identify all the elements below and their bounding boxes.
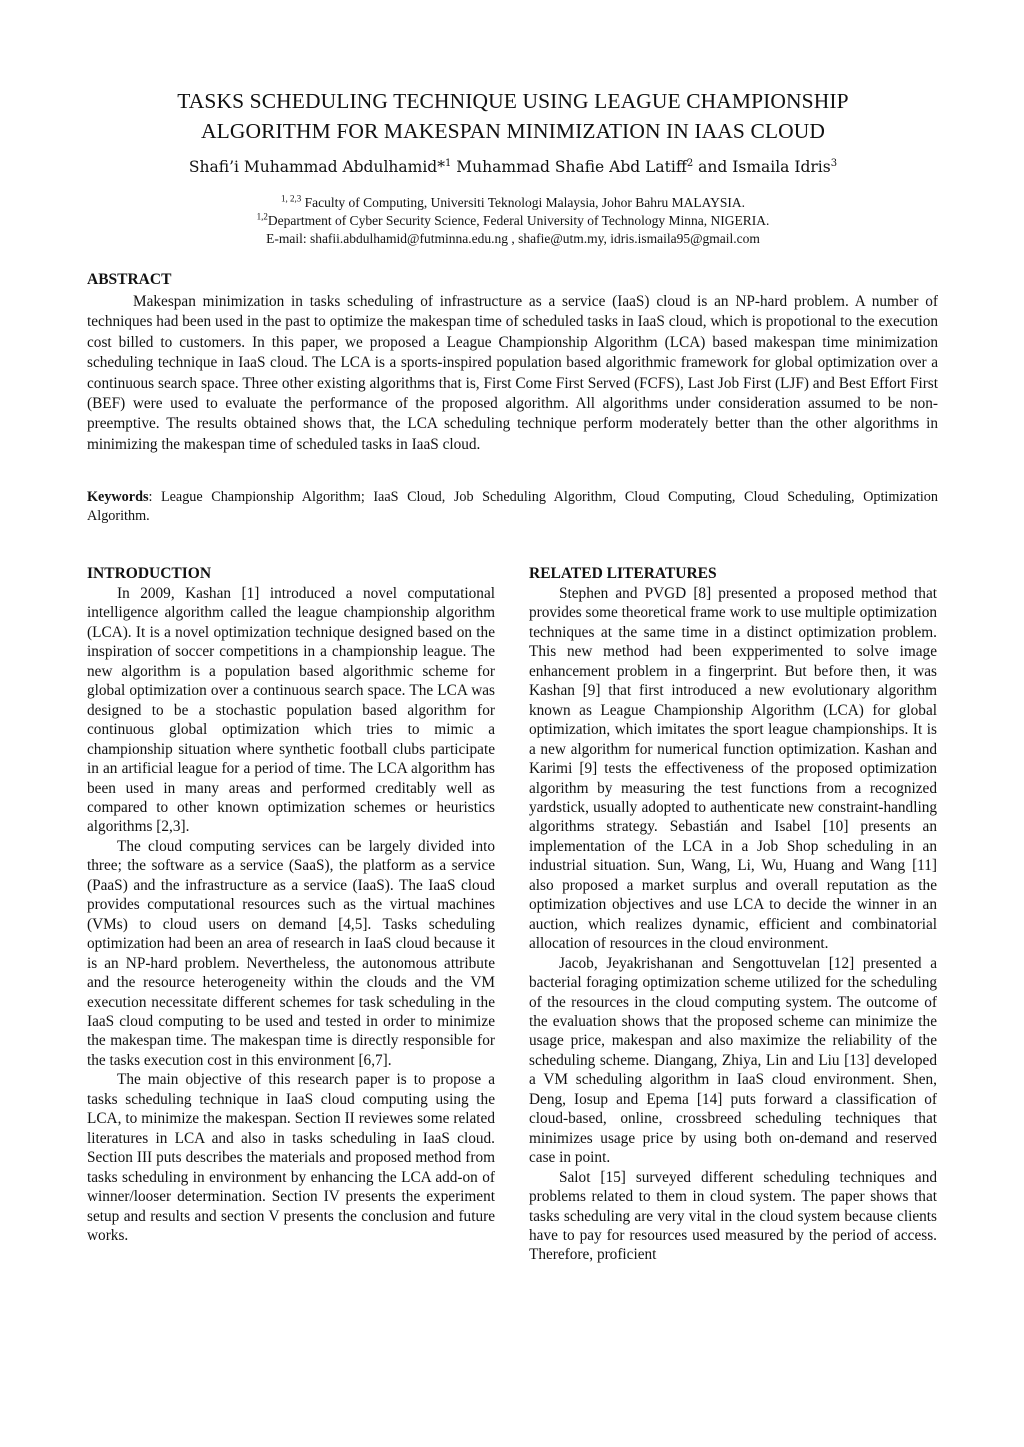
related-literature-paragraph: Jacob, Jeyakrishanan and Sengottuvelan [12] presented a bacterial foraging optimization scheme utilized for the scheduling of the resources in the cloud computing system. The outcome of the evaluation shows that the proposed scheme can minimize the usage price, makespan and also maximize the reliability of the scheduling scheme. Diangang, Zhiya, Lin and Liu [13] developed a VM scheduling algorithm in IaaS cloud environment. Shen, Deng, Iosup and Epema [14] puts forward a classification of cloud-based, online, crossbreed scheduling techniques that minimizes usage price by using both on-demand and reserved case in point. xyxy=(529,954,937,1167)
introduction-paragraph: The main objective of this research paper is to propose a tasks scheduling technique in IaaS cloud computing using the LCA, to minimize the makespan. Section II reviewes some related literatures in LCA and also in tasks scheduling in IaaS cloud. Section III puts describes the materials and proposed method from tasks scheduling in environment by enhancing the LCA add-on of winner/looser determination. Section IV presents the experiment setup and results and section V presents the conclusion and future works. xyxy=(87,1071,495,1244)
related-literature-paragraph: Stephen and PVGD [8] presented a proposed method that provides some theoretical frame work to use multiple optimization techniques at the same time in a distinct optimization problem. This new method had been expperimented to solve image enhancement problem in a fingerprint. But before then, it was Kashan [9] that first introduced a new evolutionary algorithm known as League Championship Algorithm (LCA) for global optimization, which imitates the sport league championships. It is a new algorithm for numerical function optimization. Kashan and Karimi [9] tests the effectiveness of the proposed optimization algorithm by measuring the test functions from a recognized yardstick, usually adopted to authenticate new constraint-handling algorithms strategy. Sebastián and Isabel [10] presents an implementation of the LCA in a Job Shop scheduling in an industrial situation. Sun, Wang, Li, Wu, Huang and Wang [11] also proposed a market surplus and overall reputation as the optimization objectives and use LCA to decide the winner in an auction, which realizes dynamic, efficient and combinatorial allocation of resources in the cloud environment. xyxy=(529,585,937,953)
introduction-paragraph: In 2009, Kashan [1] introduced a novel computational intelligence algorithm called the league championship algorithm (LCA). It is a novel optimization technique designed based on the inspiration of soccer competitions in a championship league. The new algorithm is a population based algorithmic scheme for global optimization over a continuous search space. The LCA was designed to be a stochastic population based algorithm for continuous global optimization which tries to mimic a championship situation where synthetic football clubs participate in an artificial league for a period of time. The LCA algorithm has been used in many areas and performed creditably well as compared to other known optimization schemes or heuristics algorithms [2,3]. xyxy=(87,585,495,836)
affiliations xyxy=(88,194,938,248)
keywords-text: : League Championship Algorithm; IaaS Cloud, Job Scheduling Algorithm, Cloud Computing, Cloud Scheduling, Optimization Algorithm. xyxy=(87,489,938,524)
abstract-section xyxy=(87,270,938,455)
affiliation-2-sup: 1,2 xyxy=(256,211,268,222)
author-3-sup: 3 xyxy=(830,157,838,169)
paper-title xyxy=(88,86,938,146)
affiliation-1-text: Faculty of Computing, Universiti Teknologi Malaysia, Johor Bahru MALAYSIA. xyxy=(304,195,746,210)
introduction-section xyxy=(87,564,495,1245)
author-list xyxy=(88,158,938,176)
related-literature-heading: RELATED LITERATURES xyxy=(529,565,717,582)
affiliation-2 xyxy=(88,212,938,230)
author-1: Shafi’i Muhammad Abdulhamid* xyxy=(188,158,445,176)
title-line-1: TASKS SCHEDULING TECHNIQUE USING LEAGUE CHAMPIONSHIP xyxy=(177,89,849,113)
related-literature-section xyxy=(529,564,937,1265)
abstract-heading: ABSTRACT xyxy=(87,271,172,288)
author-3: Ismaila Idris xyxy=(732,158,831,176)
abstract-text: Makespan minimization in tasks scheduling of infrastructure as a service (IaaS) cloud is an NP-hard problem. A number of techniques had been used in the past to optimize the makespan time of scheduled tasks in IaaS cloud, which is propotional to the execution cost billed to customers. In this paper, we proposed a League Championship Algorithm (LCA) based makespan time minimization scheduling technique in IaaS cloud. The LCA is a sports-inspired population based algorithmic framework for global optimization over a continuous search space. Three other existing algorithms that is, First Come First Served (FCFS), Last Job First (LJF) and Best Effort First (BEF) were used to evaluate the performance of the proposed algorithm. All algorithms under consideration assumed to be non-preemptive. The results obtained shows that, the LCA scheduling technique perform moderately better than the other algorithms in minimizing the makespan time of scheduled tasks in IaaS cloud. xyxy=(87,293,938,453)
introduction-heading: INTRODUCTION xyxy=(87,565,212,582)
author-2: Muhammad Shafie Abd Latiff xyxy=(456,158,687,176)
keywords-label: Keywords xyxy=(87,489,149,505)
author-emails: E-mail: shafii.abdulhamid@futminna.edu.ng , shafie@utm.my, idris.ismaila95@gmail.com xyxy=(266,231,760,246)
affiliation-2-text: Department of Cyber Security Science, Federal University of Technology Minna, NIGERIA. xyxy=(267,213,770,228)
author-1-sup: 1 xyxy=(444,157,452,169)
introduction-paragraph: The cloud computing services can be largely divided into three; the software as a service (SaaS), the platform as a service (PaaS) and the infrastructure as a service (IaaS). The IaaS cloud provides computational resources such as the virtual machines (VMs) to cloud users on demand [4,5]. Tasks scheduling optimization had been an area of research in IaaS cloud because it is an NP-hard problem. Nevertheless, the autonomous attribute and the resource heterogeneity within the clouds and the VM execution necessitate different schemes for task scheduling in the IaaS cloud computing to be used and tested in order to minimize the makespan time. The makespan time is directly responsible for the tasks execution cost in this environment [6,7]. xyxy=(87,837,495,1069)
author-2-sup: 2 xyxy=(686,157,694,169)
affiliation-1-sup: 1, 2,3 xyxy=(280,193,302,204)
title-line-2: ALGORITHM FOR MAKESPAN MINIMIZATION IN IAAS CLOUD xyxy=(200,119,826,143)
author-and: and xyxy=(698,158,728,176)
keywords xyxy=(87,488,938,526)
affiliation-1 xyxy=(88,194,938,212)
related-literature-paragraph: Salot [15] surveyed different scheduling techniques and problems related to them in cloud system. The paper shows that tasks scheduling are very vital in the cloud system because clients have to pay for resources used measured by the period of access. Therefore, proficient xyxy=(529,1168,937,1264)
